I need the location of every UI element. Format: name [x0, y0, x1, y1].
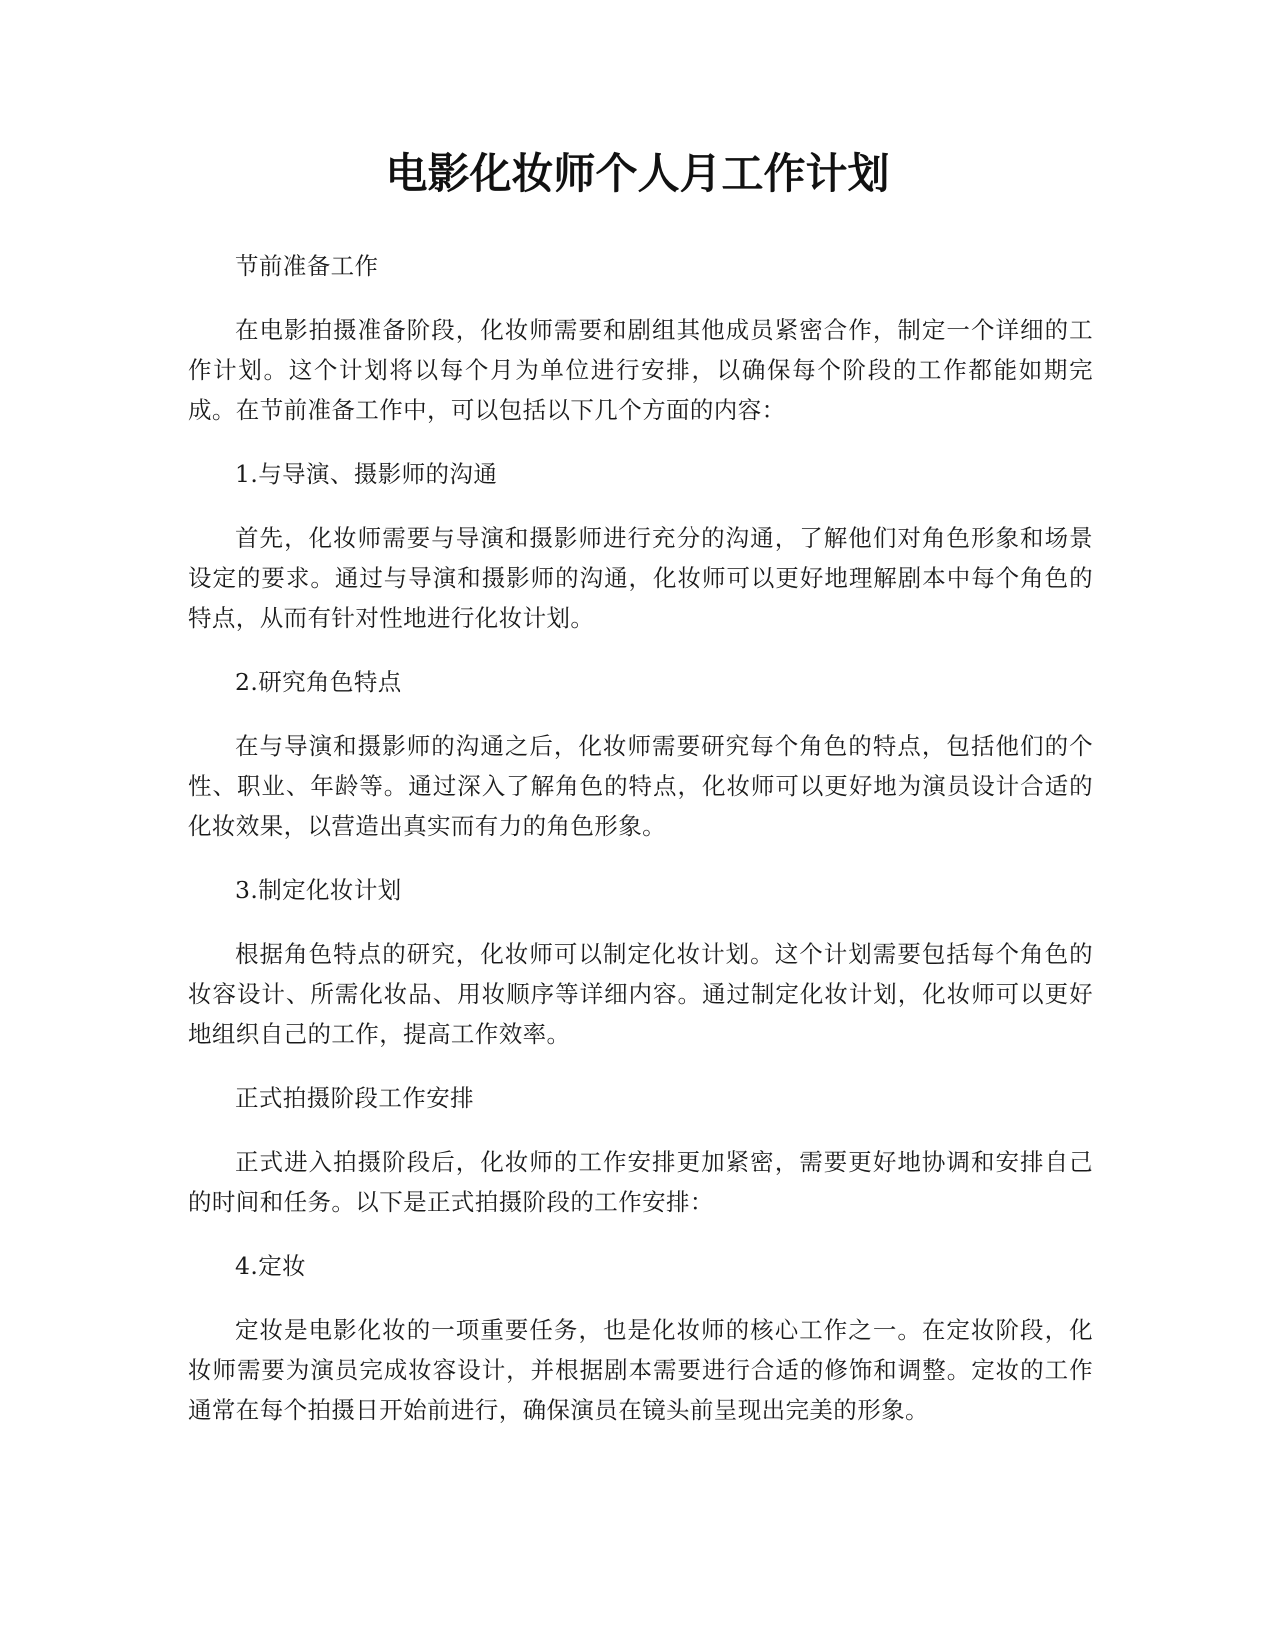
section-heading-setting-makeup: 4.定妆	[235, 1252, 307, 1280]
section-heading-shooting: 正式拍摄阶段工作安排	[235, 1084, 474, 1112]
paragraph-setting-makeup: 定妆是电影化妆的一项重要任务，也是化妆师的核心工作之一。在定妆阶段，化妆师需要为演员完成妆容设计，并根据剧本需要进行合适的修饰和调整。定妆的工作通常在每个拍摄日开始前进行，确保演员在镜头前呈现出完美的形象。	[188, 1316, 1093, 1424]
section-heading-character-study: 2.研究角色特点	[235, 668, 402, 696]
section-heading-communication: 1.与导演、摄影师的沟通	[235, 460, 498, 488]
paragraph-shooting: 正式进入拍摄阶段后，化妆师的工作安排更加紧密，需要更好地协调和安排自己的时间和任务。以下是正式拍摄阶段的工作安排：	[188, 1148, 1093, 1216]
document-body	[188, 246, 1093, 1454]
page-title: 电影化妆师个人月工作计划	[385, 149, 890, 198]
paragraph-communication: 首先，化妆师需要与导演和摄影师进行充分的沟通，了解他们对角色形象和场景设定的要求。通过与导演和摄影师的沟通，化妆师可以更好地理解剧本中每个角色的特点，从而有针对性地进行化妆计划。	[188, 524, 1093, 632]
section-heading-prep: 节前准备工作	[235, 252, 379, 280]
paragraph-character-study: 在与导演和摄影师的沟通之后，化妆师需要研究每个角色的特点，包括他们的个性、职业、年龄等。通过深入了解角色的特点，化妆师可以更好地为演员设计合适的化妆效果，以营造出真实而有力的角色形象。	[188, 732, 1093, 840]
paragraph-makeup-plan: 根据角色特点的研究，化妆师可以制定化妆计划。这个计划需要包括每个角色的妆容设计、所需化妆品、用妆顺序等详细内容。通过制定化妆计划，化妆师可以更好地组织自己的工作，提高工作效率。	[188, 940, 1093, 1048]
section-heading-makeup-plan: 3.制定化妆计划	[235, 876, 402, 904]
paragraph-prep-intro: 在电影拍摄准备阶段，化妆师需要和剧组其他成员紧密合作，制定一个详细的工作计划。这个计划将以每个月为单位进行安排，以确保每个阶段的工作都能如期完成。在节前准备工作中，可以包括以下几个方面的内容：	[188, 316, 1093, 424]
